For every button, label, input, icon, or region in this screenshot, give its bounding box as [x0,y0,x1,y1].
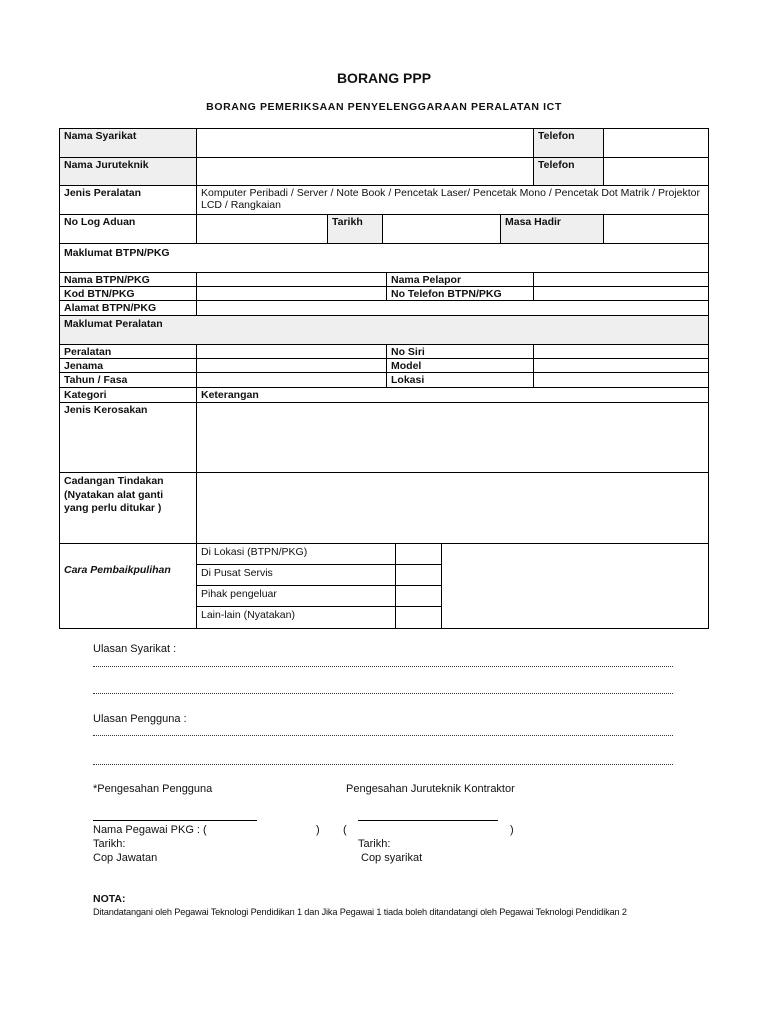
label-keterangan: Keterangan [196,387,709,403]
tarikh-left-label: Tarikh: [93,838,126,850]
label-jenis-kerosakan: Jenis Kerosakan [59,402,197,473]
input-nama-pelapor[interactable] [533,272,709,287]
nama-pegawai-close-paren: ) [316,824,320,836]
signature-line-pengguna[interactable] [93,820,257,821]
juruteknik-close-paren: ) [510,824,514,836]
label-cadangan-tindakan [59,472,197,544]
option-pihak-pengeluar: Pihak pengeluar [196,585,396,607]
input-cadangan-tindakan[interactable] [196,472,709,544]
checkbox-di-lokasi[interactable] [395,543,442,565]
label-nama-btpn: Nama BTPN/PKG [59,272,197,287]
label-telefon-1: Telefon [533,128,604,158]
option-di-pusat-servis: Di Pusat Servis [196,564,396,586]
input-nama-juruteknik[interactable] [196,157,534,186]
input-kod-btn[interactable] [196,286,387,301]
page-subtitle: BORANG PEMERIKSAAN PENYELENGGARAAN PERALATAN ICT [206,101,562,113]
label-cara-pembaikpulihan: Cara Pembaikpulihan [59,543,197,629]
label-kod-btn: Kod BTN/PKG [59,286,197,301]
cadangan-line-2: (Nyatakan alat ganti [64,488,164,501]
checkbox-lain-lain[interactable] [395,606,442,629]
label-jenama: Jenama [59,358,197,373]
label-nama-syarikat: Nama Syarikat [59,128,197,158]
ulasan-pengguna-line-1[interactable] [93,735,673,736]
section-maklumat-peralatan: Maklumat Peralatan [59,315,709,345]
input-no-log-aduan[interactable] [196,214,328,244]
ulasan-pengguna-label: Ulasan Pengguna : [93,713,187,725]
input-peralatan[interactable] [196,344,387,359]
label-tarikh: Tarikh [327,214,383,244]
checkbox-pihak-pengeluar[interactable] [395,585,442,607]
cadangan-line-3: yang perlu ditukar ) [64,502,162,514]
nama-pegawai-label: Nama Pegawai PKG : ( [93,824,207,836]
input-nama-btpn[interactable] [196,272,387,287]
input-masa-hadir[interactable] [603,214,709,244]
label-masa-hadir: Masa Hadir [500,214,604,244]
input-nama-syarikat[interactable] [196,128,534,158]
cop-jawatan-label: Cop Jawatan [93,852,158,864]
input-telefon-1[interactable] [603,128,709,158]
option-di-lokasi: Di Lokasi (BTPN/PKG) [196,543,396,565]
input-telefon-2[interactable] [603,157,709,186]
label-no-log-aduan: No Log Aduan [59,214,197,244]
ulasan-syarikat-line-2[interactable] [93,693,673,694]
jenis-peralatan-options[interactable]: Komputer Peribadi / Server / Note Book / Pencetak Laser/ Pencetak Mono / Pencetak Dot Matrik / Projektor LCD / Rangkaian [196,185,709,215]
cadangan-line-1: Cadangan Tindakan [64,475,164,487]
input-cara-lain-lain[interactable] [441,543,709,629]
input-lokasi[interactable] [533,372,709,388]
signature-line-juruteknik[interactable] [358,820,498,821]
label-tahun-fasa: Tahun / Fasa [59,372,197,388]
tarikh-right-label: Tarikh: [358,838,391,850]
label-nama-pelapor: Nama Pelapor [386,272,534,287]
label-peralatan: Peralatan [59,344,197,359]
checkbox-di-pusat-servis[interactable] [395,564,442,586]
section-maklumat-btpn: Maklumat BTPN/PKG [59,243,709,273]
label-lokasi: Lokasi [386,372,534,388]
cop-syarikat-label: Cop syarikat [361,852,423,864]
pengesahan-pengguna-label: *Pengesahan Pengguna [93,783,213,795]
option-lain-lain: Lain-lain (Nyatakan) [196,606,396,629]
label-nama-juruteknik: Nama Juruteknik [59,157,197,186]
input-no-siri[interactable] [533,344,709,359]
label-no-telefon-btpn: No Telefon BTPN/PKG [386,286,534,301]
input-jenis-kerosakan[interactable] [196,402,709,473]
label-model: Model [386,358,534,373]
label-alamat-btpn: Alamat BTPN/PKG [59,300,197,316]
nota-text: Ditandatangani oleh Pegawai Teknologi Pendidikan 1 dan Jika Pegawai 1 tiada boleh ditandatangi oleh Pegawai Teknologi Pendidikan 2 [93,907,627,917]
ulasan-syarikat-label: Ulasan Syarikat : [93,643,177,655]
nota-heading: NOTA: [93,893,126,905]
input-model[interactable] [533,358,709,373]
input-tahun-fasa[interactable] [196,372,387,388]
label-jenis-peralatan: Jenis Peralatan [59,185,197,215]
input-alamat-btpn[interactable] [196,300,709,316]
pengesahan-juruteknik-label: Pengesahan Juruteknik Kontraktor [346,783,515,795]
label-telefon-2: Telefon [533,157,604,186]
ulasan-pengguna-line-2[interactable] [93,764,673,765]
label-kategori: Kategori [59,387,197,403]
input-no-telefon-btpn[interactable] [533,286,709,301]
input-jenama[interactable] [196,358,387,373]
ulasan-syarikat-line-1[interactable] [93,666,673,667]
juruteknik-open-paren: ( [343,824,347,836]
input-tarikh[interactable] [382,214,501,244]
label-no-siri: No Siri [386,344,534,359]
page-title: BORANG PPP [336,70,432,86]
